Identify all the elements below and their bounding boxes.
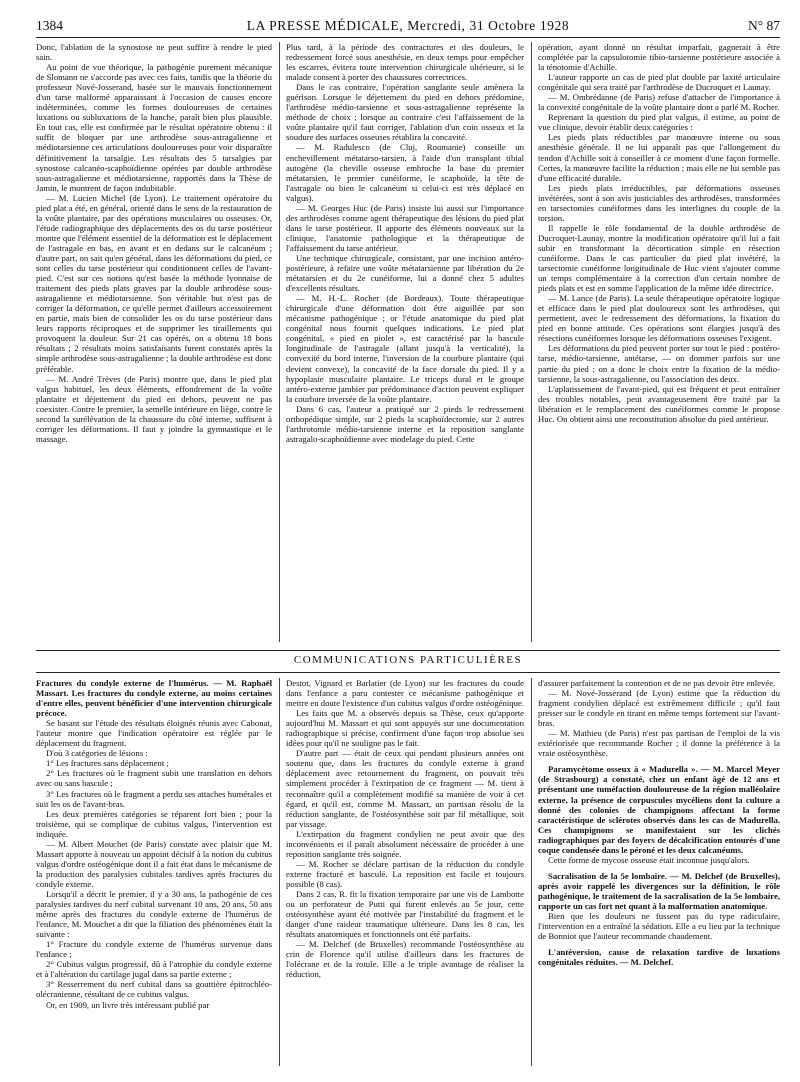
paragraph: 1° Les fractures sans déplacement ; — [46, 758, 169, 769]
paragraph: L'aplatissement de l'avant-pied, qui est fréquent et peut entraîner des troubles notables, peut avantageusement être traité par la libération et le remplacement des cunéiformes comme le propose Huc. On obtient ainsi une reconstitution absolue du pied antérieur. — [538, 383, 780, 424]
paragraph: — M. H.-L. Rocher (de Bordeaux). Toute thérapeutique chirurgicale d'une déformation doit être aiguillée par son mécanisme pathogénique ; or l'étude anatomique du pied plat congénital nous fournit quelques indications. Le pied plat congénital, « pied en piolet », est caractérisé par la bascule longitudinale de l'astragale (allant jusqu'à la verticalité), la convexité du bord interne, l'inversion de la courbure plantaire (qui devient convexe), la concavité de la face dorsale du pied. Il y a hypoplasie musculaire plantaire. Le triceps dural et le groupe antéro-externe jambier par prédominance d'action peuvent expliquer la courbure inversée de la voûte plantaire. — [286, 293, 524, 404]
paragraph: 3° Resserrement du nerf cubital dans sa gouttière épitrochléo-olécranienne, résultant de ce cubitus valgus. — [36, 979, 272, 1000]
paragraph: 2° Les fractures où le fragment subit une translation en dehors avec ou sans bascule ; — [36, 768, 272, 789]
paragraph: Plus tard, à la période des contractures et des douleurs, le redressement forcé sous anesthésie, en deux temps pour empêcher les escarres, évitera toute intervention chirurgicale ultérieure, si le malade consent à porter des chaussures correctrices. — [286, 42, 524, 83]
journal-title-line — [36, 18, 780, 34]
paragraph: Lorsqu'il a décrit le premier, il y a 30 ans, la pathogénie de ces paralysies tardives du nerf cubital survenant 10 ans, 20 ans, 50 ans même après des fractures du condyle externe de l'humérus de l'enfance, M. Mouchet a dit que la filiation des phénomènes était la suivante : — [36, 888, 272, 940]
paragraph: — M. Georges Huc (de Paris) insiste lui aussi sur l'importance des arthrodèses comme agent thérapeutique des lésions du pied plat dans le tarse postérieur. Il apporte des éléments nouveaux sur la clinique, l'anatomie pathologique et la thérapeutique de l'affaissement du tarse antérieur. — [286, 202, 524, 253]
paragraph: — M. Nové-Josserand (de Lyon) estime que la réduction du fragment condylien déplacé est extrêmement difficile ; qu'il faut presser sur le condyle en tirant en même temps fortement sur l'avant-bras. — [538, 688, 780, 729]
paragraph: Dans le cas contraire, l'opération sanglante seule amènera la guérison. Lorsque le déjettement du pied en dehors prédomine, l'arthrodèse médio-tarsienne et sous-astragalienne représente la méthode de choix ; lorsque au contraire c'est l'affaissement de la voûte plantaire qu'il faut corriger, l'ablation d'un coin osseux et la soudure des surfaces osseuses rétablira la concavité. — [286, 82, 524, 143]
paragraph: Dans 2 cas, R. fit la fixation temporaire par une vis de Lambotte ou un perforateur de Putti qui furent enlevés au 5e jour, cette ostéosynthèse ayant été motivée par l'instabilité du fragment et le danger d'une raideur traumatique ultérieure. Dans les 8 cas, les résultats anatomiques et fonctionnels ont été parfaits. — [286, 888, 524, 940]
journal-name: LA PRESSE MÉDICALE — [246, 18, 400, 33]
paragraph: Donc, l'ablation de la synostose ne peut suffire à rendre le pied sain. — [36, 42, 272, 63]
paragraph: opération, ayant donné un résultat imparfait, gagnerait à être complétée par la capsulotomie tibio-tarsienne postérieure associée à la ténotomie d'Achille. — [538, 42, 780, 73]
issue-number: N° 87 — [747, 18, 780, 33]
paragraph: — M. Rocher se déclare partisan de la réduction du condyle externe fracturé et basculé. La reposition est facile et toujours possible (8 cas). — [286, 858, 524, 889]
top-column-1 — [36, 42, 272, 646]
paragraph: Les pieds plats réductibles par manœuvre interne ou sous anesthésie générale. Il ne lui apparaît pas que l'allongement du tendon d'Achille soit à conseiller à ce moment d'une façon formelle. Certes, la manœuvre facilite la réduction ; mais elle ne lui semble pas d'une efficacité durable. — [538, 132, 780, 183]
section-rule — [36, 650, 780, 651]
paragraph: — M. Mathieu (de Paris) n'est pas partisan de l'emploi de la vis extériorisée que recommande Rocher ; il donne la préférence à la vraie ostéosynthèse. — [538, 728, 780, 759]
column-divider — [279, 678, 280, 1066]
paragraph: Se basant sur l'étude des résultats éloignés réunis avec Cabonat, l'auteur montre que l'indication opératoire est réglée par le déplacement du fragment. — [36, 718, 272, 749]
paragraph: L'antéversion, cause de relaxation tardive de luxations congénitales réduites. — M. Delchef. — [538, 947, 780, 968]
paragraph: Au point de vue théorique, la pathogénie purement mécanique de Slomann ne s'accorde pas avec ces faits, tandis que la théorie du professeur Nové-Josserand, basée sur le mauvais fonctionnement d'un tarse malformé apparaissant à l'occasion de causes encore indéterminées, comme les formes douloureuses de certaines luxations ou subluxations de la hanche, paraît bien plus plausible. En tout cas, elle est confirmée par le résultat opératoire obtenu : il suffit de bloquer par une arthrodèse sous-astragalienne et médiotarsienne ces articulations douloureuses pour voir disparaître définitivement la tarsalgie. Les résultats des 5 tarsalgies par synostose calcanéo-scaphoïdienne opérées par double arthrodèse sous-astragalienne et médiotarsienne, rapportés dans la Thèse de Jamin, le montrent de façon indubitable. — [36, 62, 272, 193]
column-divider — [531, 678, 532, 1066]
column-divider — [531, 42, 532, 642]
paragraph: Les déformations du pied peuvent porter sur tout le pied : postéro-tarse, médio-tarsienne, antétarse, — on dommer parfois sur une partie du pied ; on a donc le choix entre la fixation de la médio-tarsienne, la sous-astragalienne, ou l'association des deux. — [538, 343, 780, 384]
journal-page — [36, 16, 780, 1072]
bottom-column-3 — [538, 678, 780, 1070]
paragraph: Il rappelle le rôle fondamental de la double arthrodèse de Ducroquet-Launay, montre la modification opératoire qu'il lui a fait subir en transformant la décortication simple en résection cunéiforme. Dans le cas particulier du pied plat invétéré, la tarsectomie cunéiforme longitudinale de Huc vient s'ajouter comme un temps complémentaire à la correction d'un certain nombre de pieds plats et est en somme l'application de la même idée directrice. — [538, 222, 780, 294]
page-number: 1384 — [36, 18, 63, 33]
paragraph: Bien que les douleurs ne fussent pas du type radiculaire, l'intervention en a entraîné la sédation. Elle a eu lieu par la technique de Bonniot que l'auteur recommande chaudement. — [538, 911, 780, 942]
paragraph: 3° Les fractures où le fragment a perdu ses attaches humérales et suit les os de l'avant-bras. — [36, 788, 272, 809]
paragraph: Les pieds plats irréductibles, par déformations osseuses invétérées, sont à son avis justiciables des arthrodèses, transformées en tarsectomies cunéiformes dans les interlignes du couple de la torsion. — [538, 182, 780, 223]
paragraph: Dans 6 cas, l'auteur a pratiqué sur 2 pieds le redressement orthopédique simple, sur 2 pieds la scaphoïdectomie, sur 2 autres l'arthrotomie médio-tarsienne interne et la reposition sanglante astragalo-scaphoïdienne avec modelage du pied. Cette — [286, 403, 524, 444]
paragraph: D'autre part — était de ceux qui pendant plusieurs années ont soutenu que, dans les fractures du condyle externe à grand déplacement avec retournement du fragment, on pouvait très simplement procéder à l'extirpation de ce fragment — M. tient à reconnaître qu'il a complètement modifié sa manière de voir à cet égard, et qu'il est, comme M. Massart, un partisan résolu de la réduction sanglante, de l'ostéosynthèse soit par fil métallique, soit par vissage. — [286, 748, 524, 829]
paragraph: — M. Lucien Michel (de Lyon). Le traitement opératoire du pied plat a été, en général, orienté dans le sens de la restauration de la voûte plantaire, par des opérations musculaires ou osseuses. Or, l'étude radiographique des déplacements des os du tarse postérieur montre que l'élément essentiel de la déformation est le déplacement de l'astragale en bas, en avant et en dedans sur le calcanéum ; d'autre part, on sait qu'en général, dans les déformations du pied, ce sont celles du tarse postérieur qui conditionnent celles de l'avant-pied. C'est sur ces notions qu'est basée la méthode lyonnaise de traitement des pieds plats graves par la double arthrodèse sous-astragalienne et médiotarsienne. Son véritable but n'est pas de corriger la déformation, ce qu'elle permet d'ailleurs accessoirement en partie, mais bien de consolider les os du tarse postérieur dans leurs rapports réciproques et de supprimer les tiraillements qui provoquent la douleur. Sur 21 cas opérés, on a obtenu 18 bons résultats ; 2 résultats moins satisfaisants furent constatés après la simple arthrodèse sous-astragalienne ; la double arthrodèse est donc préférable. — [36, 192, 272, 374]
paragraph: — M. Lance (de Paris). La seule thérapeutique opératoire logique et efficace dans le pied plat douloureux sont les arthrodèses, qui permettent, avec le redressement des déformations, la fixation du pied en bonne attitude. Ces opérations sont élargies jusqu'à des résections cunéiformes lorsque les déformations osseuses l'exigent. — [538, 293, 780, 344]
paragraph: Les deux premières catégories se réparent fort bien ; pour la troisième, qui se complique de cubitus valgus, l'intervention est indiquée. — [36, 808, 272, 839]
paragraph: D'où 3 catégories de lésions : — [46, 748, 148, 759]
paragraph: Destot, Vignard et Barlatier (de Lyon) sur les fractures du coude dans l'enfance a paru contester ce mécanisme pathogénique et mettre en doute l'existence d'un cubitus valgus d'ordre ostéogénique. — [286, 678, 524, 709]
paragraph: L'extirpation du fragment condylien ne peut avoir que des inconvénients et il paraît absolument nécessaire de procéder à une reposition sanglante très soignée. — [286, 828, 524, 859]
paragraph: — M. Albert Mouchet (de Paris) constate avec plaisir que M. Massart apporte à nouveau un appoint décisif à la notion du cubitus valgus d'ordre ostéogénique dont il a fait état dans le mécanisme de la production des paralysies cubitales tardives après fractures du condyle externe. — [36, 838, 272, 889]
running-header — [36, 16, 780, 36]
paragraph: Les faits que M. a observés depuis sa Thèse, ceux qu'apporte aujourd'hui M. Massart et qui sont appuyés sur une documentation radiographique si précise, confirment d'une façon trop absolue ses idées pour qu'il ne souligne pas le fait. — [286, 708, 524, 749]
section-title: COMMUNICATIONS PARTICULIÈRES — [293, 654, 523, 666]
paragraph: Paramycétome osseux à « Madurella ». — M. Marcel Meyer (de Strasbourg) a constaté, chez un enfant âgé de 12 ans et présentant une tuméfaction douloureuse de la région malléolaire externe, la présence de corpuscules mycéliens dont la culture a donné des colonies de champignons affectant la forme caractéristique de sclérotes observés dans les cas de Madurella. Ces champignons se manifestaient sur les clichés radiographiques par des foyers de décalcification entourés d'une coque condensée dans le péroné et les deux calcanéums. — [538, 764, 780, 855]
paragraph: — M. Delchef (de Bruxelles) recommande l'ostéosynthèse au crin de Florence qu'il utilise d'ailleurs dans les fractures de l'olécrane et de la rotule. Elle a le triple avantage de réaliser la réduction, — [286, 939, 524, 980]
paragraph: 1° Fracture du condyle externe de l'humérus survenue dans l'enfance ; — [36, 939, 272, 960]
paragraph: Reprenant la question du pied plat valgus, il estime, au point de vue clinique, devoir établir deux catégories : — [538, 112, 780, 133]
paragraph: — M. Ombrédanne (de Paris) refuse d'attacher de l'importance à la convexité congénitale de la voûte plantaire dont a parlé M. Rocher. — [538, 92, 780, 113]
top-column-2 — [286, 42, 524, 646]
paragraph: Fractures du condyle externe de l'humérus. — M. Raphaël Massart. Les fractures du condyle externe, au moins certaines d'entre elles, peuvent bénéficier d'une intervention chirurgicale précoce. — [36, 678, 272, 719]
paragraph: Une technique chirurgicale, consistant, par une incision antéro-postérieure, à refaire une voûte métatarsienne par libération du 2e métatarsien et du 2e cunéiforme, lui a donné chez 5 adultes d'excellents résultats. — [286, 252, 524, 294]
paragraph: Sacralisation de la 5e lombaire. — M. Delchef (de Bruxelles), après avoir rappelé les divergences sur la définition, le rôle pathogénique, le traitement de la sacralisation de la 5e lombaire, rapporte un cas fort net quant à la malformation anatomique. — [538, 870, 780, 911]
paragraph: — M. André Trèves (de Paris) montre que, dans le pied plat valgus habituel, les deux éléments, effondrement de la voûte plantaire et déjettement du pied en dehors, peuvent ne pas coexister. Contre le premier, la semelle intérieure en liège, contre le second la surélévation de la chaussure du côté interne, suffisent à corriger les déformations. Il faut y joindre la gymnastique et le massage. — [36, 373, 272, 444]
paragraph: 2° Cubitus valgus progressif, dû à l'atrophie du condyle externe et à l'altération du cartilage jugal dans sa partie externe ; — [36, 959, 272, 980]
paragraph: Or, en 1909, un livre très intéressant publié par — [46, 999, 210, 1010]
header-rule — [36, 37, 780, 38]
bottom-column-1 — [36, 678, 272, 1070]
issue-date: , Mercredi, 31 Octobre 1928 — [399, 18, 570, 33]
section-rule — [36, 672, 780, 673]
top-column-3 — [538, 42, 780, 646]
paragraph: Cette forme de mycose osseuse était inconnue jusqu'alors. — [548, 854, 750, 865]
paragraph: L'auteur rapporte un cas de pied plat double par laxité articulaire congénitale qui sera traité par l'arthrodèse de Ducroquet et Launay. — [538, 72, 780, 93]
column-divider — [279, 42, 280, 642]
paragraph: d'assurer parfaitement la contention et de ne pas devoir être enlevée. — [538, 678, 776, 688]
bottom-column-2 — [286, 678, 524, 1070]
paragraph: — M. Radulesco (de Cluj, Roumanie) conseille un enchevillement métatarso-tarsien, à l'aide d'un transplant tibial autogène (la cheville osseuse embroche la base du premier métatarsien, le premier cunéiforme, le scaphoïde, la tête de l'astragale ou bien le calcanéum si celui-ci est très déplacé en valgus). — [286, 142, 524, 203]
